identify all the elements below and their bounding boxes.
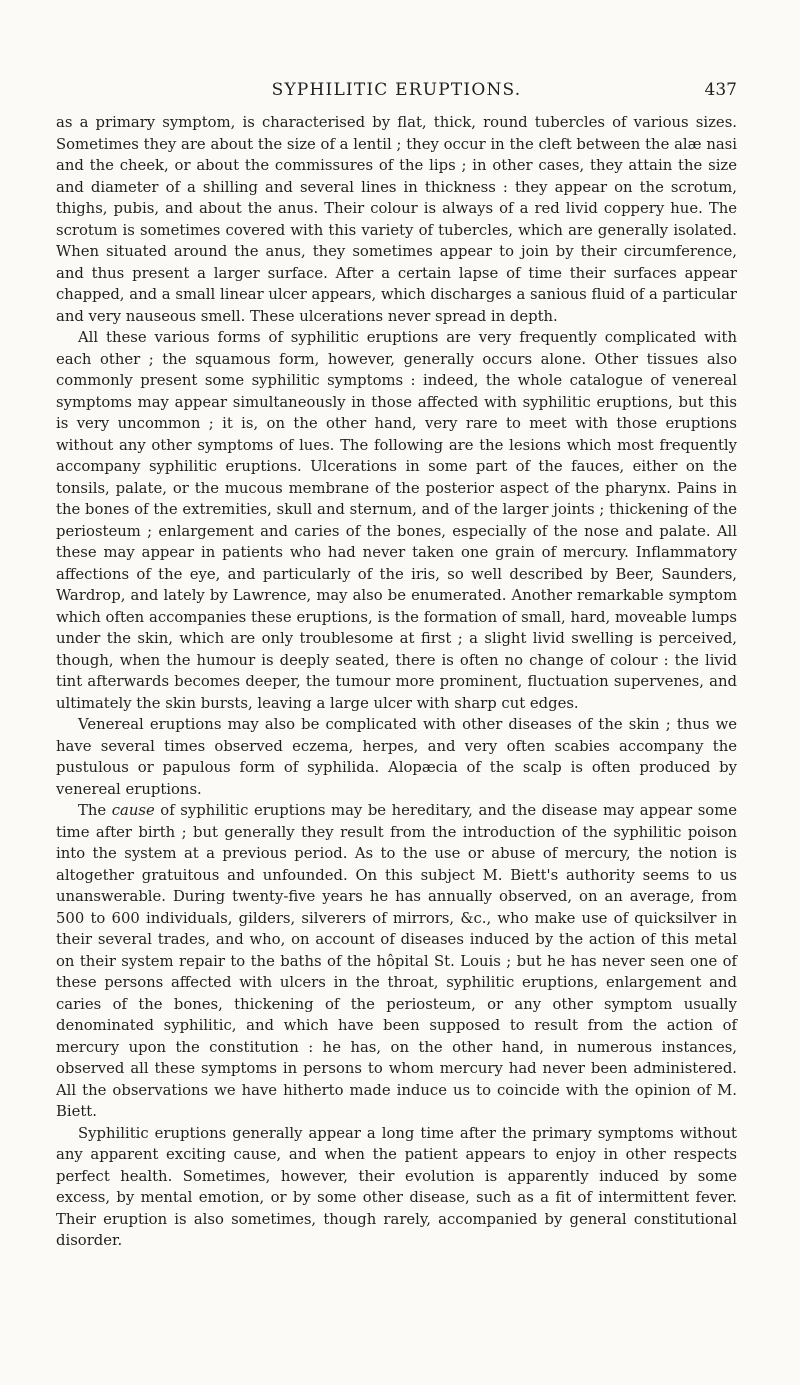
running-head bbox=[56, 78, 737, 102]
cause-text: of syphilitic eruptions may be hereditary, and the disease may appear some time after birth ; but generally they result from the introduction of the syphilitic poison into the system at a previous period. As to the use or abuse of mercury, the notion is altogether gratuitous and unfounded. On this subject M. Biett's authority seems to us unanswerable. During twenty-five years he has annually observed, on an average, from 500 to 600 individuals, gilders, silverers of mirrors, &c., who make use of quicksilver in their several trades, and who, on account of diseases induced by the action of this metal on their system repair to the baths of the hôpital St. Louis ; but he has never seen one of these persons affected with ulcers in the throat, syphilitic eruptions, enlargement and caries of the bones, thickening of the periosteum, or any other symptom usually denominated syphilitic, and which have been supposed to result from the action of mercury upon the constitution : he has, on the other hand, in numerous instances, observed all these symptoms in persons to whom mercury had never been administered. All the observations we have hitherto made induce us to coincide with the opinion of M. Biett. bbox=[56, 802, 737, 1120]
paragraph-skin-diseases: Venereal eruptions may also be complicated with other diseases of the skin ; thus we have several times observed eczema, herpes, and very often scabies accompany the pustulous or papulous form of syphilida. Alopæcia of the scalp is often produced by venereal eruptions. bbox=[56, 716, 737, 798]
cause-lead: The bbox=[78, 802, 112, 819]
page-number: 437 bbox=[704, 80, 737, 100]
cause-italic-word: cause bbox=[111, 802, 155, 819]
paragraph-cause bbox=[56, 800, 737, 1123]
running-title: SYPHILITIC ERUPTIONS. bbox=[271, 80, 522, 100]
paragraph-complications: All these various forms of syphilitic eruptions are very frequently complicated with each other ; the squamous form, however, generally occurs alone. Other tissues also commonly present some syphilitic symptoms : indeed, the whole catalogue of venereal symptoms may appear simultaneously in those affected with syphilitic eruptions, but this is very uncommon ; it is, on the other hand, very rare to meet with those eruptions without any other symptoms of lues. The following are the lesions which most frequently accompany syphilitic eruptions. Ulcerations in some part of the fauces, either on the tonsils, palate, or the mucous membrane of the posterior aspect of the pharynx. Pains in the bones of the extremities, skull and sternum, and of the larger joints ; thickening of the periosteum ; enlargement and caries of the bones, especially of the nose and palate. All these may appear in patients who had never taken one grain of mercury. Inflammatory affections of the eye, and particularly of the iris, so well described by Beer, Saunders, Wardrop, and lately by Lawrence, may also be enumerated. Another remarkable symptom which often accompanies these eruptions, is the formation of small, hard, moveable lumps under the skin, which are only troublesome at first ; a slight livid swelling is perceived, though, when the humour is deeply seated, there is often no change of colour : the livid tint afterwards becomes deeper, the tumour more prominent, fluctuation supervenes, and ultimately the skin bursts, leaving a large ulcer with sharp cut edges. bbox=[56, 329, 737, 712]
paragraph-tubercular-form: as a primary symptom, is characterised by flat, thick, round tubercles of various sizes. Sometimes they are about the size of a lentil ; they occur in the cleft between the alæ nasi and the cheek, or about the commissures of the lips ; in other cases, they attain the size and diameter of a shilling and several lines in thickness : they appear on the scrotum, thighs, pubis, and about the anus. Their colour is always of a red livid coppery hue. The scrotum is sometimes covered with this variety of tubercles, which are generally isolated. When situated around the anus, they sometimes appear to join by their circumference, and thus present a larger surface. After a certain lapse of time their surfaces appear chapped, and a small linear ulcer appears, which discharges a sanious fluid of a particular and very nauseous smell. These ulcerations never spread in depth. bbox=[56, 114, 737, 325]
body-text bbox=[56, 112, 737, 1252]
paragraph-onset: Syphilitic eruptions generally appear a long time after the primary symptoms without any apparent exciting cause, and when the patient appears to enjoy in other respects perfect health. Sometimes, however, their evolution is apparently induced by some excess, by mental emotion, or by some other disease, such as a fit of intermittent fever. Their eruption is also sometimes, though rarely, accompanied by general constitutional disorder. bbox=[56, 1124, 737, 1249]
